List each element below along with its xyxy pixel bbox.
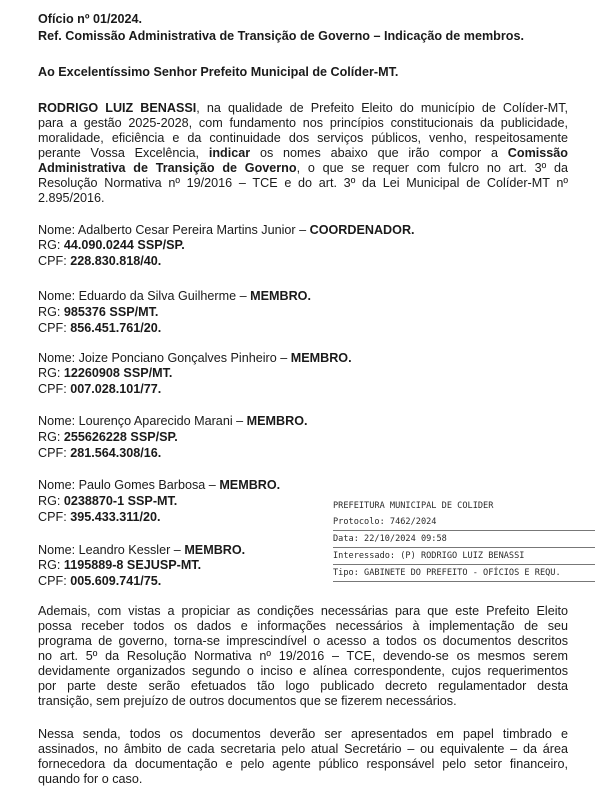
name-label: Nome: <box>38 543 79 557</box>
member-rg: 1195889-8 SEJUSP-MT. <box>63 558 202 572</box>
intro-line-4 <box>38 146 568 161</box>
intro-line-4-b: indicar <box>208 146 251 160</box>
intro-line-1 <box>38 101 568 116</box>
intro-line-3: moralidade, eficiência e da continuidade dos serviços públicos, venho, respeitosamente <box>38 131 568 145</box>
member-rg: 255626228 SSP/SP. <box>63 430 178 444</box>
oficio-number: Ofício nº 01/2024. <box>38 12 142 26</box>
member-rg-line <box>38 494 177 509</box>
member-name-line <box>38 289 311 304</box>
intro-line-5 <box>38 161 568 176</box>
commission-name: Administrativa de Transição de Governo <box>38 161 297 175</box>
stamp-interested: Interessado: (P) RODRIGO LUIZ BENASSI <box>333 548 595 565</box>
paragraph-line: Ademais, com vistas a propiciar as condições necessárias para que este Prefeito Eleito <box>38 604 568 618</box>
member-cpf-line <box>38 446 161 461</box>
member-role: MEMBRO. <box>184 543 246 557</box>
member-name-line <box>38 478 280 493</box>
intro-line-7: 2.895/2016. <box>38 191 105 205</box>
member-cpf: 395.433.311/20. <box>70 510 161 524</box>
mayor-name: RODRIGO LUIZ BENASSI <box>38 101 197 115</box>
rg-label: RG: <box>38 238 64 252</box>
member-rg-line <box>38 366 172 381</box>
rg-label: RG: <box>38 305 64 319</box>
paragraph-line: devidamente organizados segundo o inciso e alínea correspondente, cujos requerimentos <box>38 664 568 678</box>
member-role: MEMBRO. <box>246 414 308 428</box>
member-cpf: 007.028.101/77. <box>70 382 162 396</box>
member-cpf: 856.451.761/20. <box>70 321 162 335</box>
member-rg: 12260908 SSP/MT. <box>63 366 173 380</box>
member-name: Eduardo da Silva Guilherme – <box>78 289 251 303</box>
member-rg: 44.090.0244 SSP/SP. <box>63 238 185 252</box>
paragraph-line: possa receber todos os dados e informações necessários à implementação de seu <box>38 619 568 633</box>
member-cpf-line <box>38 254 161 269</box>
addressee-line: Ao Excelentíssimo Senhor Prefeito Municipal de Colíder-MT. <box>38 65 399 79</box>
cpf-label: CPF: <box>38 254 71 268</box>
member-name: Paulo Gomes Barbosa – <box>78 478 220 492</box>
paragraph-line: assinados, no âmbito de cada secretaria pelo atual Secretário – ou equivalente – da área <box>38 742 568 756</box>
member-role: COORDENADOR. <box>309 223 415 237</box>
rg-label: RG: <box>38 366 64 380</box>
name-label: Nome: <box>38 478 79 492</box>
paragraph-line: Nessa senda, todos os documentos deverão ser apresentados em papel timbrado e <box>38 727 568 741</box>
rg-label: RG: <box>38 558 64 572</box>
intro-line-4-c: os nomes abaixo que irão compor a <box>250 146 508 160</box>
paragraph-line: programa de governo, torna-se imprescindível o acesso a todos os documentos descritos <box>38 634 568 648</box>
member-role: MEMBRO. <box>290 351 352 365</box>
member-cpf-line <box>38 321 161 336</box>
paragraph-line: no art. 5º da Resolução Normativa nº 19/2016 – TCE, devendo-se os mesmos serem <box>38 649 568 663</box>
member-name-line <box>38 543 245 558</box>
stamp-protocol: Protocolo: 7462/2024 <box>333 514 595 531</box>
paragraph-line: quando for o caso. <box>38 772 143 786</box>
member-role: MEMBRO. <box>219 478 281 492</box>
paragraph-line: fornecedora da documentação e pelo agente público responsável pelo setor financeiro, <box>38 757 568 771</box>
cpf-label: CPF: <box>38 510 71 524</box>
cpf-label: CPF: <box>38 574 71 588</box>
stamp-title: PREFEITURA MUNICIPAL DE COLIDER <box>333 501 494 511</box>
cpf-label: CPF: <box>38 446 71 460</box>
intro-line-6: Resolução Normativa nº 19/2016 – TCE e do art. 3º da Lei Municipal de Colíder-MT nº <box>38 176 568 190</box>
stamp-type: Tipo: GABINETE DO PREFEITO - OFÍCIOS E REQU. <box>333 565 595 582</box>
name-label: Nome: <box>38 223 78 237</box>
intro-line-1-text: , na qualidade de Prefeito Eleito do município de Colíder-MT, <box>196 101 569 115</box>
member-cpf: 281.564.308/16. <box>70 446 162 460</box>
name-label: Nome: <box>38 351 79 365</box>
cpf-label: CPF: <box>38 321 71 335</box>
rg-label: RG: <box>38 494 64 508</box>
member-role: MEMBRO. <box>250 289 311 303</box>
name-label: Nome: <box>38 414 79 428</box>
paragraph-line: por parte deste serão efetuados tão logo publicado decreto regulamentador desta <box>38 679 568 693</box>
member-name: Adalberto Cesar Pereira Martins Junior – <box>77 223 310 237</box>
intro-line-4-a: perante Vossa Excelência, <box>38 146 209 160</box>
member-rg: 985376 SSP/MT. <box>63 305 159 319</box>
intro-line-4-d: Comissão <box>507 146 568 160</box>
member-cpf-line <box>38 510 161 525</box>
cpf-label: CPF: <box>38 382 71 396</box>
name-label: Nome: <box>38 289 79 303</box>
paragraph-line: transição, sem prejuízo de outros documentos que se fizerem necessários. <box>38 694 457 708</box>
intro-line-2: para a gestão 2025-2028, com fundamento nos princípios constitucionais da publicidade, <box>38 116 568 130</box>
member-cpf-line <box>38 382 161 397</box>
rg-label: RG: <box>38 430 64 444</box>
member-cpf-line <box>38 574 161 589</box>
member-rg: 0238870-1 SSP-MT. <box>63 494 178 508</box>
stamp-date: Data: 22/10/2024 09:58 <box>333 531 595 548</box>
member-cpf: 005.609.741/75. <box>70 574 162 588</box>
reference-line: Ref. Comissão Administrativa de Transição de Governo – Indicação de membros. <box>38 29 524 43</box>
member-name: Leandro Kessler – <box>78 543 185 557</box>
protocol-stamp <box>333 498 595 582</box>
member-name-line <box>38 351 352 366</box>
member-name: Lourenço Aparecido Marani – <box>78 414 247 428</box>
member-name-line <box>38 414 308 429</box>
member-name-line <box>38 223 415 238</box>
intro-line-5-b: , o que se requer com fulcro no art. 3º da <box>296 161 568 175</box>
member-rg-line <box>38 238 185 253</box>
member-cpf: 228.830.818/40. <box>70 254 162 268</box>
member-name: Joize Ponciano Gonçalves Pinheiro – <box>78 351 291 365</box>
member-rg-line <box>38 430 178 445</box>
member-rg-line <box>38 305 158 320</box>
member-rg-line <box>38 558 201 573</box>
